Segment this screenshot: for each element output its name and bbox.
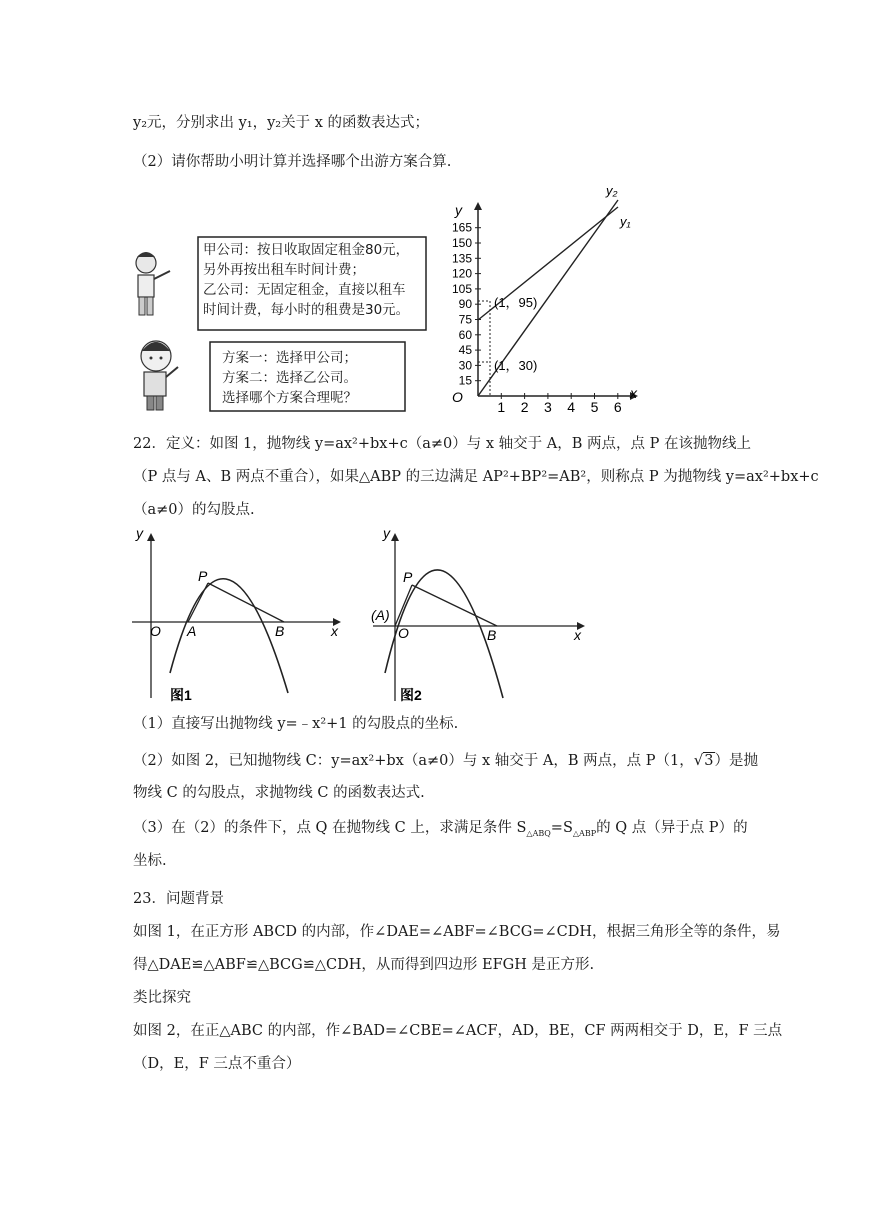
q22-sub-3-area-q: △ABQ	[526, 828, 551, 838]
intro-line-2: （2）请你帮助小明计算并选择哪个出游方案合算.	[133, 154, 452, 170]
q22-sub-2-radicand: 3	[704, 753, 714, 769]
q22-sub-2-text: （2）如图 2，已知抛物线 C：y=ax²+bx（a≠0）与 x 轴交于 A，B 两点，点 P（1，	[133, 753, 694, 769]
q22-line-1: 22．定义：如图 1，抛物线 y=ax²+bx+c（a≠0）与 x 轴交于 A，B 两点，点 P 在该抛物线上	[133, 436, 751, 452]
y-axis-arrow	[474, 202, 482, 210]
segment-pa-1	[188, 583, 208, 622]
label-y1: y₁	[620, 214, 631, 229]
q22-sub-3a	[133, 818, 748, 844]
q22-sub-2-tail: ）是抛	[714, 753, 758, 769]
q22-sub-2b: 物线 C 的勾股点，求抛物线 C 的函数表达式.	[133, 785, 425, 801]
segment-pb-2	[412, 585, 497, 626]
x-tick-label: 6	[613, 399, 622, 415]
fig1-p-label: P	[198, 568, 208, 584]
q22-sub-3b: 坐标.	[133, 853, 167, 869]
x-tick-label: 1	[497, 399, 506, 415]
y-axis-label: y	[455, 202, 462, 218]
y-tick-label: 45	[458, 343, 472, 358]
x-tick-label: 5	[590, 399, 599, 415]
y-tick-label: 75	[458, 312, 472, 327]
fig1-o-label: O	[150, 623, 161, 639]
y-tick-label: 150	[451, 236, 472, 250]
fig1-b-label: B	[275, 623, 285, 639]
y-tick-label: 135	[451, 251, 472, 266]
bubble2-line-1: 方案一：选择甲公司；	[222, 350, 357, 366]
boy-2-figure	[141, 341, 178, 410]
y-tick-label: 120	[451, 266, 472, 281]
q23-title: 23．问题背景	[133, 891, 224, 907]
q23-para2-line1: 如图 2，在正△ABC 的内部，作∠BAD=∠CBE=∠ACF，AD，BE，CF 两两相交于 D，E，F 三点	[133, 1023, 783, 1039]
fig2-x-label: x	[574, 627, 581, 643]
boy-1-figure	[136, 252, 170, 315]
fig2-a-label: (A)	[371, 607, 390, 623]
fig2-o-label: O	[398, 625, 409, 641]
bubble2-line-2: 方案二：选择乙公司。	[222, 370, 357, 386]
q23-para1-line1: 如图 1，在正方形 ABCD 的内部，作∠DAE=∠ABF=∠BCG=∠CDH，根据三角形全等的条件，易	[133, 924, 781, 940]
bubble1-line-1: 甲公司：按日收取固定租金80元，	[203, 242, 410, 258]
bubble2-line-3: 选择哪个方案合理呢？	[222, 390, 357, 406]
x-tick-label: 2	[520, 399, 529, 415]
q22-sub-3-area-p: △ABP	[572, 828, 597, 838]
q23-para1-line2: 得△DAE≌△ABF≌△BCG≌△CDH，从而得到四边形 EFGH 是正方形.	[133, 957, 595, 973]
fig2-y-label: y	[383, 525, 390, 541]
fig2-b-label: B	[487, 627, 497, 643]
fig1-y-label: y	[136, 525, 143, 541]
y-tick-label: 90	[458, 297, 472, 312]
parabola-figure-1	[128, 523, 348, 708]
q22-sub-2a: （2）如图 2，已知抛物线 C：y=ax²+bx（a≠0）与 x 轴交于 A，B 两点，点 P（1，√3）是抛	[133, 751, 758, 769]
q23-subtitle: 类比探究	[133, 990, 191, 1006]
q22-sub-3-tail: 的 Q 点（异于点 P）的	[596, 820, 748, 836]
y-tick-label: 15	[458, 373, 472, 388]
fig1-a-label: A	[187, 623, 197, 639]
q22-sub-3-text: （3）在（2）的条件下，点 Q 在抛物线 C 上，求满足条件 S	[133, 820, 527, 836]
x-axis-label: x	[630, 385, 637, 401]
fig1-x-label: x	[331, 623, 338, 639]
q23-para2-line2: （D，E，F 三点不重合）	[133, 1056, 301, 1072]
parabola-figure-2	[365, 523, 590, 708]
q22-sub-3-eq: =S	[550, 820, 573, 836]
x-tick-label: 3	[544, 399, 552, 415]
y-tick-label: 30	[458, 358, 472, 373]
fig1-caption: 图1	[170, 687, 192, 703]
bubble1-line-2: 另外再按出租车时间计费；	[203, 262, 365, 278]
label-y2: y₂	[606, 183, 618, 198]
bubble1-line-3: 乙公司：无固定租金，直接以租车	[203, 282, 406, 298]
y-tick-label: 165	[451, 220, 472, 235]
x-tick-label: 4	[567, 399, 576, 415]
intro-line-1: y₂元，分别求出 y₁，y₂关于 x 的函数表达式；	[133, 115, 430, 131]
bubble1-line-4: 时间计费，每小时的租费是30元。	[203, 302, 410, 318]
q22-line-3: （a≠0）的勾股点.	[133, 502, 255, 518]
point-1-95-label: (1，95)	[494, 295, 538, 310]
origin-label: O	[452, 389, 463, 405]
segment-pa-2	[395, 585, 412, 626]
q22-line-2: （P 点与 A、B 两点不重合），如果△ABP 的三边满足 AP²+BP²=AB²，则称点 P 为抛物线 y=ax²+bx+c	[133, 469, 819, 485]
point-1-30-label: (1，30)	[494, 358, 538, 373]
fig2-caption: 图2	[400, 687, 422, 703]
q22-sub-1: （1）直接写出抛物线 y=﹣x²+1 的勾股点的坐标.	[133, 716, 459, 732]
segment-pb-1	[208, 583, 284, 622]
y-tick-label: 60	[458, 327, 472, 342]
rental-graph	[440, 180, 670, 415]
fig2-p-label: P	[403, 569, 413, 585]
y-tick-label: 105	[451, 281, 472, 296]
